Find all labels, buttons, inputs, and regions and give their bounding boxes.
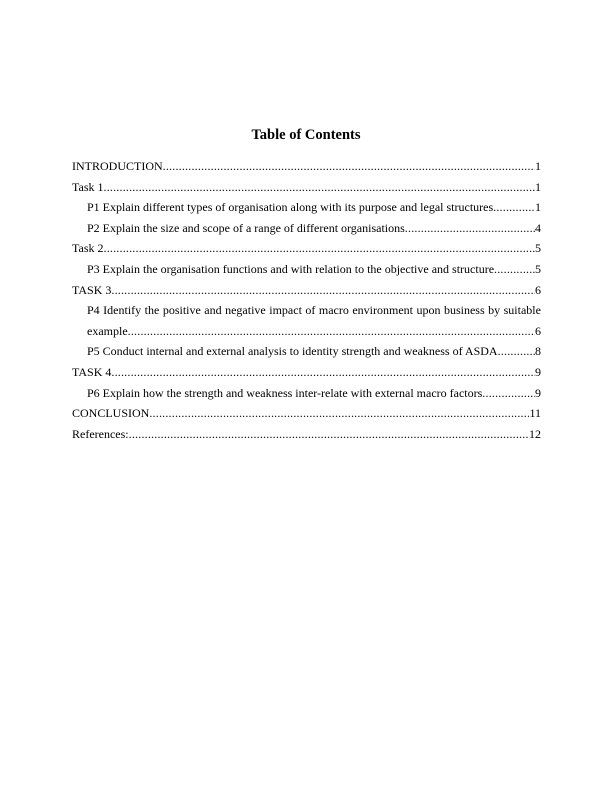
toc-entry-task-3[interactable] [72, 280, 541, 301]
toc-leader-dots [493, 197, 535, 218]
toc-leader-dots [129, 424, 529, 445]
toc-entry-text: P1 Explain different types of organisation along with its purpose and legal structures [87, 200, 494, 215]
toc-entry-word: business [443, 303, 485, 318]
toc-page-number: 1 [535, 200, 541, 215]
toc-page-number: 8 [535, 344, 541, 359]
toc-entry-text: Task 1 [72, 179, 104, 194]
toc-entry-text: P6 Explain how the strength and weakness inter-relate with external macro factors [87, 385, 483, 400]
toc-entry-text: P5 Conduct internal and external analysis to identity strength and weakness of ASDA [87, 344, 498, 359]
toc-entry-text: TASK 3 [72, 282, 112, 297]
toc-page-number: 5 [535, 241, 541, 256]
toc-entry-word: the [144, 303, 160, 318]
toc-leader-dots [494, 259, 535, 280]
toc-page-number: 12 [529, 426, 541, 441]
toc-leader-dots [104, 177, 536, 198]
toc-entry-word: suitable [503, 303, 541, 318]
toc-page-number: 1 [535, 179, 541, 194]
toc-leader-dots [405, 218, 535, 239]
toc-page-number: 9 [535, 364, 541, 379]
toc-entry-introduction[interactable] [72, 156, 541, 177]
toc-entry-conclusion[interactable] [72, 403, 541, 424]
toc-page-number: 6 [535, 282, 541, 297]
toc-entry-word: Identify [103, 303, 142, 318]
toc-entry-p3[interactable] [72, 259, 541, 280]
toc-entry-p6[interactable] [72, 383, 541, 404]
toc-entry-text: Task 2 [72, 241, 104, 256]
toc-leader-dots [128, 321, 535, 342]
toc-entry-word: macro [318, 303, 349, 318]
toc-leader-dots [498, 341, 535, 362]
toc-entry-p2[interactable] [72, 218, 541, 239]
toc-entry-references[interactable] [72, 424, 541, 445]
toc-entry-task-4[interactable] [72, 362, 541, 383]
toc-entry-text [87, 300, 541, 321]
toc-page-number: 4 [535, 220, 541, 235]
toc-leader-dots [111, 362, 535, 383]
toc-page-number: 6 [535, 323, 541, 338]
toc-entry-p5[interactable] [72, 341, 541, 362]
toc-entry-p1[interactable] [72, 197, 541, 218]
toc-entry-continuation: example [87, 323, 128, 338]
toc-entry-word: P4 [87, 303, 100, 318]
toc-entry-p4[interactable] [72, 300, 541, 341]
toc-leader-dots [111, 280, 535, 301]
toc-entry-text: INTRODUCTION [72, 159, 163, 173]
toc-entry-text: P2 Explain the size and scope of a range of different organisations [87, 220, 405, 235]
toc-leader-dots [149, 403, 529, 424]
toc-entry-task-2[interactable] [72, 238, 541, 259]
toc-list [72, 156, 541, 444]
toc-leader-dots [482, 383, 535, 404]
toc-entry-text: TASK 4 [72, 364, 112, 379]
toc-title: Table of Contents [251, 127, 361, 143]
toc-page-number: 1 [535, 159, 541, 173]
toc-page-number: 5 [535, 261, 541, 276]
toc-entry-task-1[interactable] [72, 177, 541, 198]
toc-entry-word: environment [352, 303, 413, 318]
toc-leader-dots [163, 156, 535, 177]
toc-entry-text: References: [72, 426, 129, 441]
toc-entry-word: negative [225, 303, 266, 318]
toc-page-number: 9 [535, 385, 541, 400]
toc-leader-dots [104, 238, 536, 259]
toc-entry-word: impact [269, 303, 302, 318]
toc-entry-word: positive [162, 303, 201, 318]
toc-entry-text: CONCLUSION [72, 406, 150, 421]
toc-entry-word: upon [416, 303, 441, 318]
toc-page-number: 11 [529, 406, 541, 421]
toc-entry-word: of [305, 303, 316, 318]
toc-entry-text: P3 Explain the organisation functions and with relation to the objective and structure [87, 261, 495, 276]
toc-entry-word: and [204, 303, 222, 318]
toc-entry-word: by [488, 303, 501, 318]
